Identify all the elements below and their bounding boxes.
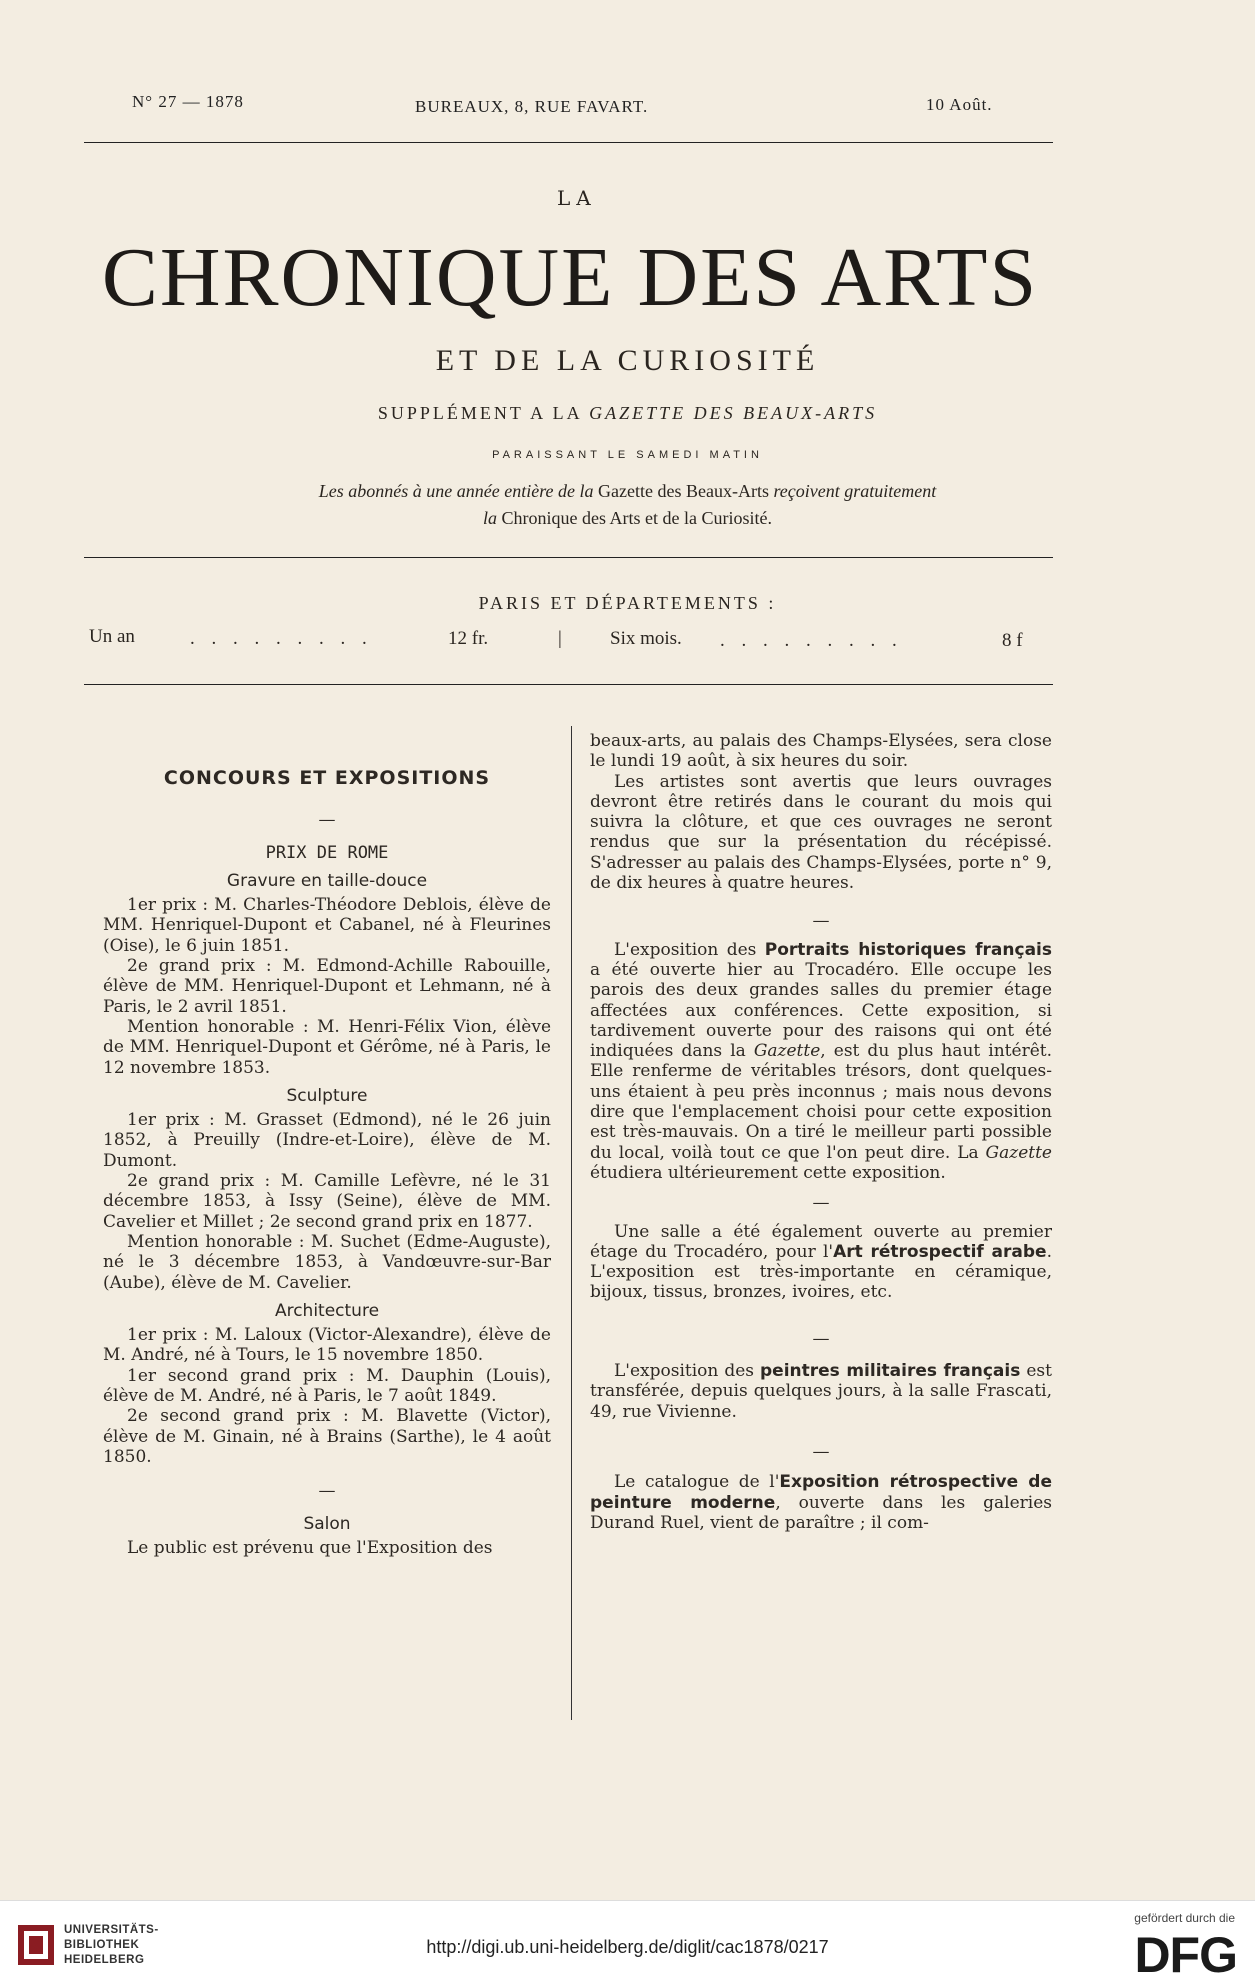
price-year-label: Un an — [89, 626, 135, 647]
subscriber-note-part: la — [483, 508, 498, 528]
divider-dash: — — [812, 1193, 830, 1214]
salon-dash: — — [318, 1481, 336, 1502]
architecture-first-second-prize: 1er second grand prix : M. Dauphin (Louis), élève de M. André, né à Paris, le 7 août 1849. — [103, 1365, 551, 1407]
architecture-second-second-prize: 2e second grand prix : M. Blavette (Victor), élève de M. Ginain, né à Brains (Sarthe), le 4 août 1850. — [103, 1406, 551, 1467]
divider-dash: — — [812, 1328, 830, 1349]
sculpture-first-prize: 1er prix : M. Grasset (Edmond), né le 26 juin 1852, à Preuilly (Indre-et-Loire), élève de M. Dumont. — [103, 1110, 551, 1171]
subscriber-note-part: Gazette des Beaux-Arts — [598, 481, 769, 501]
text-run: L'exposition des — [614, 939, 765, 960]
text-run-bold: Portraits historiques français — [764, 939, 1052, 960]
artists-notice: Les artistes sont avertis que leurs ouvrages devront être retirés dans le courant du mois qui suivra la clôture, et que ces ouvrages ne seront rendus que sur la présentation du récépissé. S'adresser au palais des Champs-Elysées, porte n° 9, de dix heures à quatre heures. — [590, 771, 1052, 894]
text-run: . L'exposition est très-importante en céramique, bijoux, tissus, bronzes, ivoires, etc. — [590, 1241, 1052, 1303]
publication-schedule: PARAISSANT LE SAMEDI MATIN — [492, 449, 763, 461]
text-run: Le catalogue de l' — [614, 1472, 780, 1493]
pricing-rule — [84, 684, 1053, 685]
divider-dash: — — [812, 1441, 830, 1462]
subscriber-note — [150, 478, 1105, 532]
salon-text: Le public est prévenu que l'Exposition des — [127, 1537, 493, 1558]
text-run-bold: Exposition rétrospective de peinture moderne — [590, 1472, 1052, 1513]
sculpture-heading: Sculpture — [286, 1085, 368, 1106]
gravure-mention: Mention honorable : M. Henri-Félix Vion, élève de MM. Henriquel-Dupont et Gérôme, né à Paris, le 12 novembre 1853. — [103, 1016, 551, 1078]
issue-date: 10 Août. — [926, 95, 993, 114]
art-arabe-paragraph — [590, 1222, 1052, 1303]
sculpture-mention: Mention honorable : M. Suchet (Edme-Auguste), né le 3 décembre 1853, à Vandœuvre-sur-Bar (Aube), élève de M. Cavelier. — [103, 1231, 551, 1293]
section-heading: CONCOURS ET EXPOSITIONS — [163, 767, 491, 789]
text-run: , ouverte dans les galeries Durand Ruel, vient de paraître ; il com- — [590, 1492, 1052, 1533]
gravure-first-prize: 1er prix : M. Charles-Théodore Deblois, élève de MM. Henriquel-Dupont et Cabanel, né à Fleurines (Oise), le 6 juin 1851. — [103, 895, 551, 956]
masthead-subtitle: ET DE LA CURIOSITÉ — [435, 344, 820, 377]
text-run-italic: Gazette — [753, 1041, 821, 1062]
issue-number: N° 27 — 1878 — [132, 92, 244, 111]
masthead-title: CHRONIQUE DES ARTS — [101, 231, 1039, 324]
office-address: BUREAUX, 8, RUE FAVART. — [415, 97, 649, 116]
price-year: 12 fr. — [448, 628, 489, 649]
subscriber-note-part: Les abonnés à une année entière de la — [318, 481, 594, 501]
gravure-second-prize: 2e grand prix : M. Edmond-Achille Rabouille, élève de MM. Henriquel-Dupont et Lehmann, né à Paris, le 2 avril 1851. — [103, 956, 551, 1017]
left-column — [103, 768, 551, 1558]
catalogue-paragraph — [590, 1472, 1052, 1533]
architecture-heading: Architecture — [274, 1300, 380, 1321]
right-column — [590, 731, 1052, 1533]
funding-note: gefördert durch die — [1134, 1911, 1235, 1925]
subscriber-note-part: reçoivent gratuitement — [773, 481, 937, 501]
header-rule — [84, 142, 1053, 143]
gravure-heading: Gravure en taille-douce — [226, 870, 428, 891]
peintres-militaires-paragraph — [590, 1361, 1052, 1422]
column-divider — [571, 726, 572, 1720]
price-half-dots: . . . . . . . . . — [720, 630, 903, 651]
text-run-bold: Art rétrospectif arabe — [833, 1241, 1047, 1262]
dfg-logo[interactable]: DFG — [1134, 1927, 1237, 1983]
salon-continued: beaux-arts, au palais des Champs-Elysées, sera close le lundi 19 août, à six heures du soir. — [590, 731, 1052, 772]
text-run: est transférée, depuis quelques jours, à la salle Frascati, 49, rue Vivienne. — [590, 1361, 1052, 1422]
price-half-label: Six mois. — [610, 628, 682, 649]
pricing-heading: PARIS ET DÉPARTEMENTS : — [478, 593, 777, 613]
supplement-prefix: SUPPLÉMENT A LA — [377, 403, 590, 423]
prix-de-rome-heading: PRIX DE ROME — [265, 842, 389, 863]
library-name-line: UNIVERSITÄTS- — [64, 1924, 159, 1936]
sculpture-second-prize: 2e grand prix : M. Camille Lefèvre, né le 31 décembre 1853, à Issy (Seine), élève de MM. Cavelier et Millet ; 2e second grand prix en 1877. — [103, 1171, 551, 1232]
permalink-url[interactable]: http://digi.ub.uni-heidelberg.de/diglit/cac1878/0217 — [426, 1937, 829, 1957]
library-name-line: BIBLIOTHEK — [64, 1939, 140, 1951]
text-run: a été ouverte hier au Trocadéro. Elle occupe les parois des deux grandes salles du premier étage affectées aux conférences. Cette exposition, si tardivement ouverte pour des raisons qui ont été indiquées dans la — [590, 959, 1052, 1062]
masthead-rule — [84, 557, 1053, 558]
portraits-paragraph — [590, 940, 1052, 1184]
architecture-first-prize: 1er prix : M. Laloux (Victor-Alexandre), élève de M. André, né à Tours, le 15 novembre 1850. — [103, 1325, 551, 1366]
price-half: 8 f — [1002, 630, 1023, 651]
text-run-italic: Gazette — [985, 1142, 1052, 1163]
viewer-footer — [0, 1900, 1255, 1988]
subscriber-note-part: Chronique des Arts et de la Curiosité. — [501, 508, 772, 528]
section-dash: — — [318, 810, 336, 831]
price-year-dots: . . . . . . . . . — [190, 628, 373, 649]
text-run: L'exposition des — [614, 1361, 761, 1382]
text-run-bold: peintres militaires français — [760, 1361, 1021, 1382]
gazette-title: GAZETTE DES BEAUX-ARTS — [589, 403, 878, 423]
library-name-line: HEIDELBERG — [64, 1954, 145, 1966]
text-run: étudiera ultérieurement cette exposition. — [590, 1162, 946, 1183]
text-run: , est du plus haut intérêt. Elle renferme de véritables trésors, dont quelques-uns étaient à peu près inconnus ; mais nous devons dire que l'emplacement choisi pour cette exposition est très-mauvais. On a tiré le meilleur parti possible du local, voilà tout ce que l'on peut dire. La — [590, 1041, 1052, 1163]
price-separator: | — [558, 628, 562, 649]
divider-dash: — — [812, 911, 830, 932]
supplement-line — [0, 403, 1255, 424]
text-run: Une salle a été également ouverte au premier étage du Trocadéro, pour l' — [590, 1221, 1052, 1262]
salon-heading: Salon — [303, 1513, 351, 1534]
masthead-article: LA — [557, 186, 597, 210]
